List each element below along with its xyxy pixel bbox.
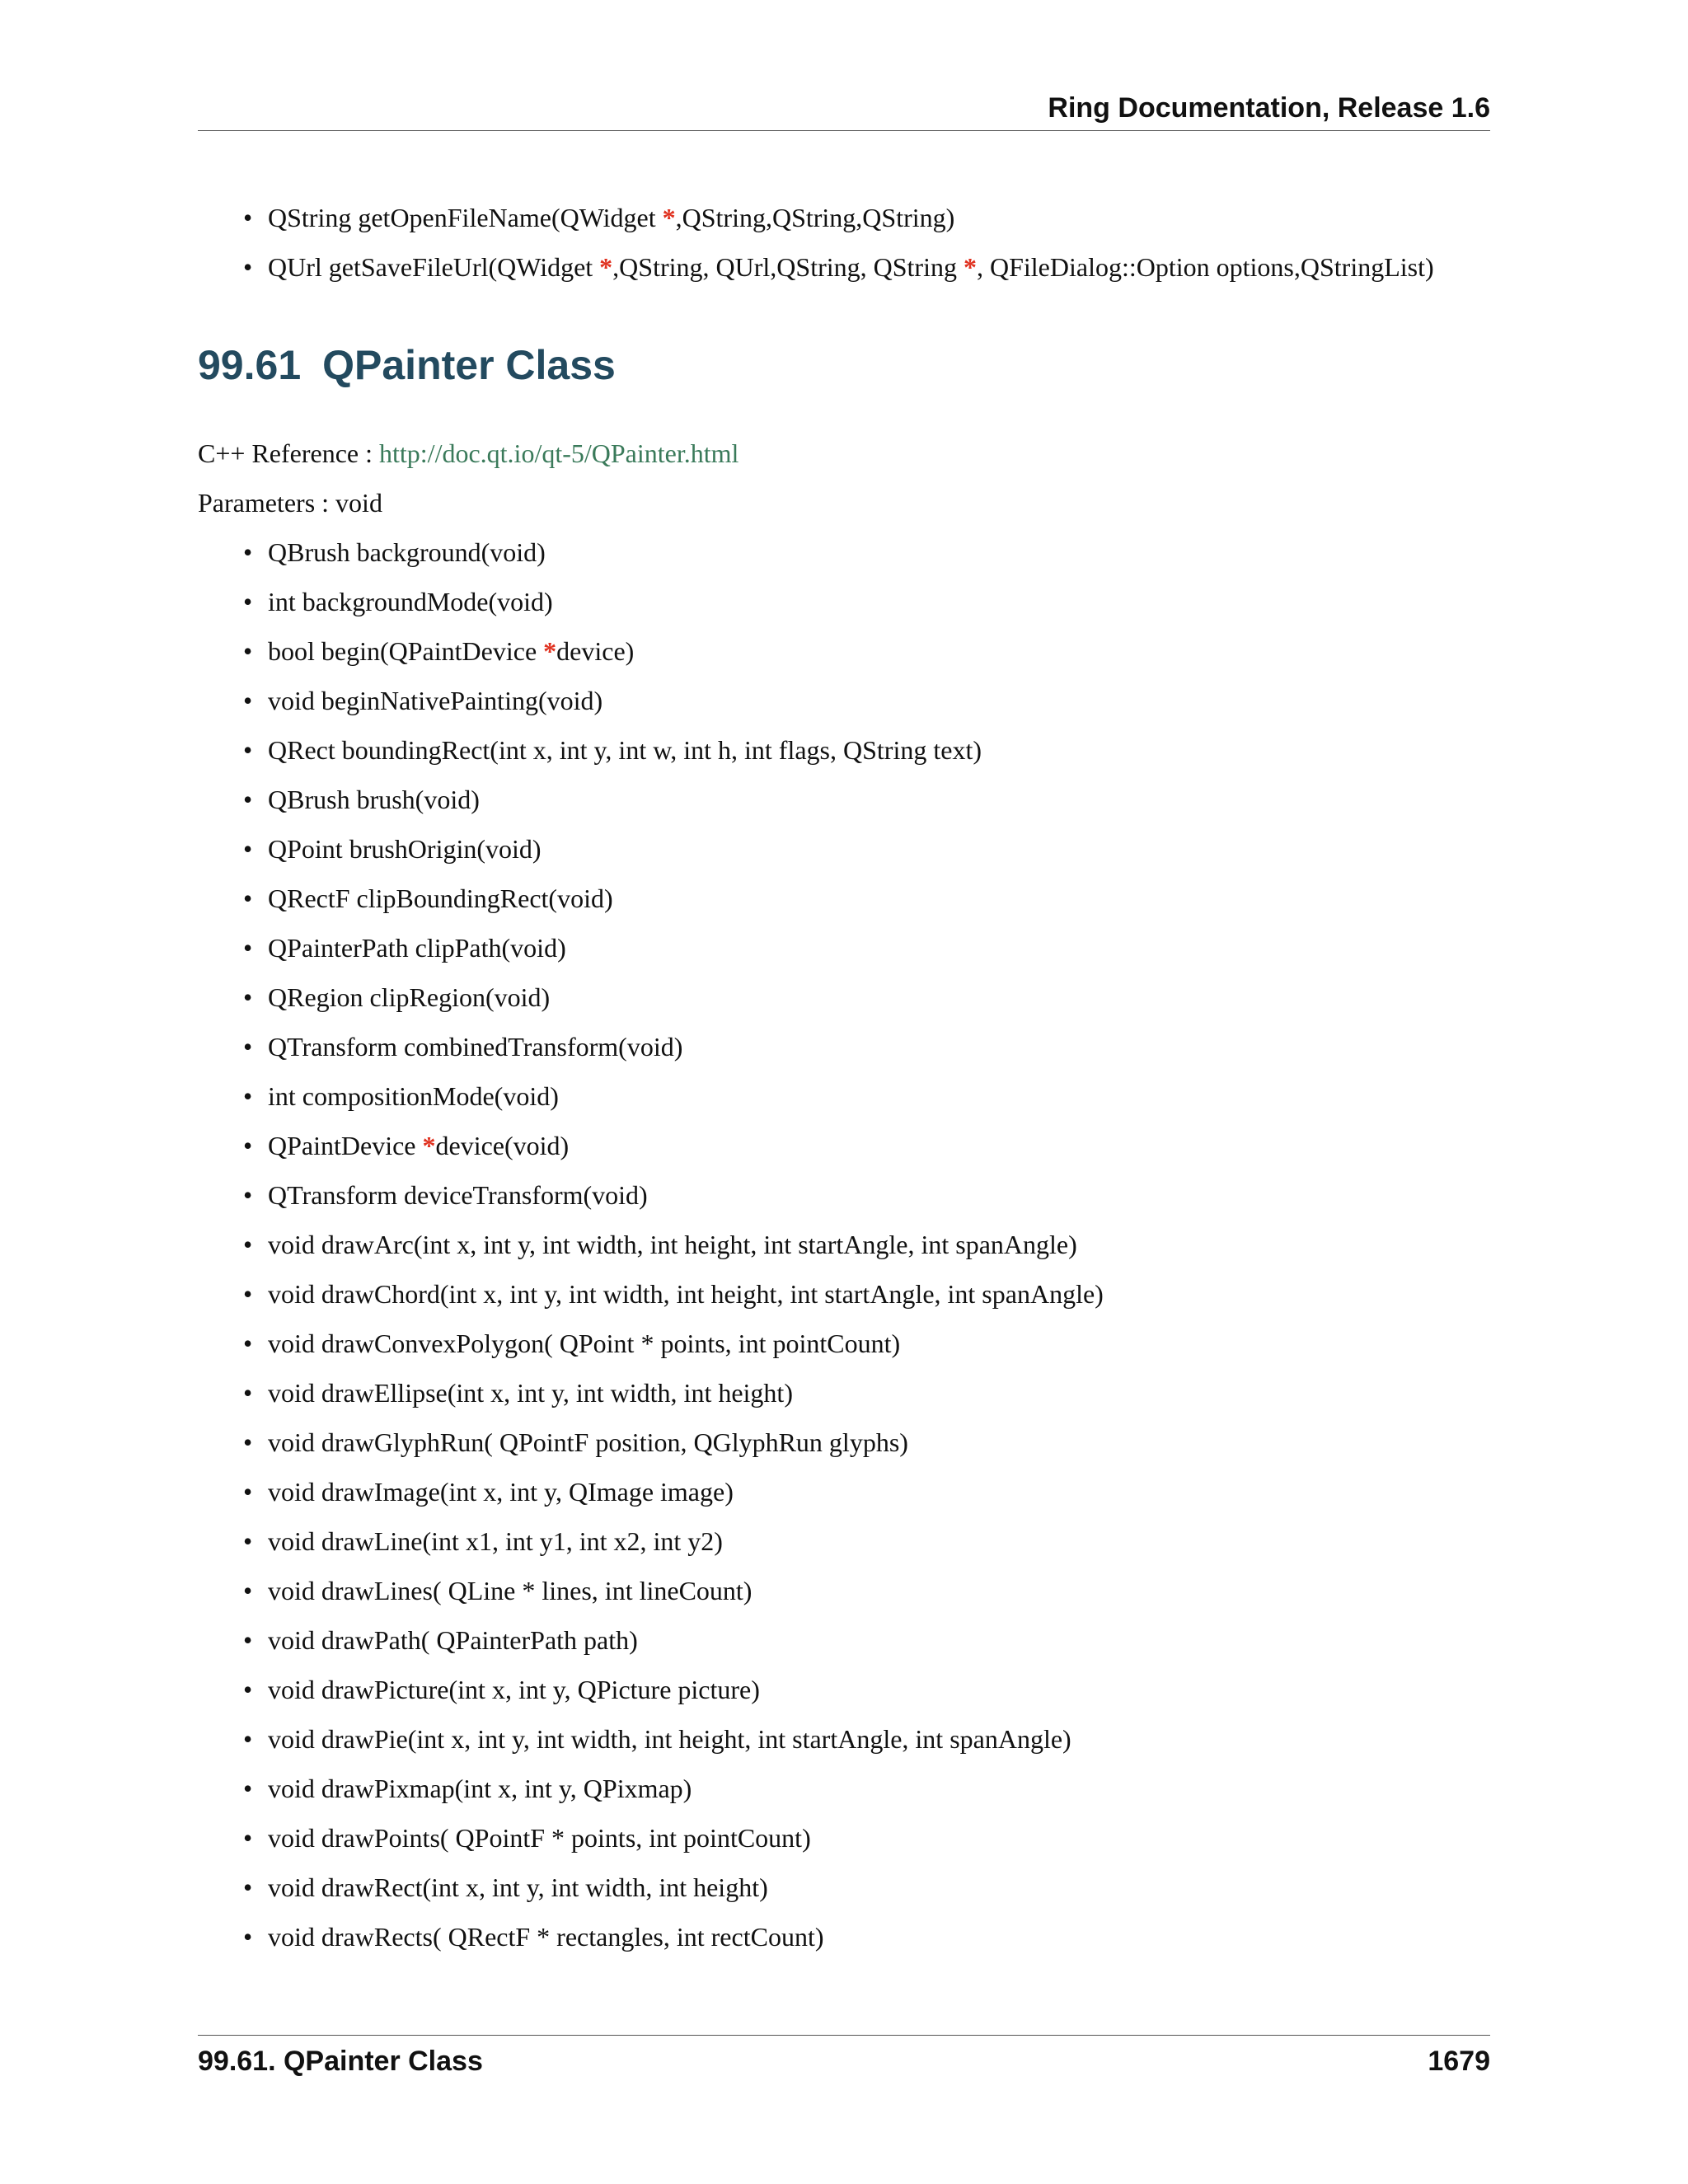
method-item: • bool begin(QPaintDevice *device) (198, 626, 1104, 676)
list-item: • QString getOpenFileName(QWidget *,QString,QString,QString) (198, 193, 1434, 242)
method-item: • void drawImage(int x, int y, QImage image) (198, 1467, 1104, 1516)
list-item: • QUrl getSaveFileUrl(QWidget *,QString, QUrl,QString, QString *, QFileDialog::Option options,QStringList) (198, 242, 1434, 292)
method-item: • void drawPoints( QPointF * points, int pointCount) (198, 1813, 1104, 1863)
footer-rule (198, 2035, 1490, 2036)
bullet-icon: • (243, 203, 253, 232)
method-item: • int backgroundMode(void) (198, 577, 1104, 626)
section-number: 99.61 (198, 342, 302, 388)
bullet-icon: • (243, 1329, 253, 1358)
header-rule (198, 130, 1490, 131)
method-item: • QTransform deviceTransform(void) (198, 1170, 1104, 1220)
bullet-icon: • (243, 252, 253, 282)
bullet-icon: • (243, 1675, 253, 1704)
section-heading (198, 341, 616, 389)
bullet-icon: • (243, 834, 253, 864)
bullet-icon: • (243, 1625, 253, 1655)
method-item: • QRect boundingRect(int x, int y, int w, int h, int flags, QString text) (198, 725, 1104, 775)
method-item: • void drawPicture(int x, int y, QPicture picture) (198, 1665, 1104, 1714)
bullet-icon: • (243, 1032, 253, 1062)
cpp-reference (198, 437, 738, 470)
method-item: • QBrush background(void) (198, 527, 1104, 577)
bullet-icon: • (243, 1180, 253, 1210)
method-item: • void drawPie(int x, int y, int width, int height, int startAngle, int spanAngle) (198, 1714, 1104, 1764)
bullet-icon: • (243, 1477, 253, 1507)
section-title: QPainter Class (322, 342, 616, 388)
bullet-icon: • (243, 982, 253, 1012)
method-list (198, 527, 1104, 1961)
method-item: • QPainterPath clipPath(void) (198, 923, 1104, 972)
bullet-icon: • (243, 1576, 253, 1605)
bullet-icon: • (243, 587, 253, 616)
method-item: • void drawLines( QLine * lines, int lineCount) (198, 1566, 1104, 1615)
header-title: Ring Documentation, Release 1.6 (1048, 92, 1490, 124)
bullet-icon: • (243, 1131, 253, 1160)
bullet-icon: • (243, 1774, 253, 1803)
intro-method-list (198, 193, 1434, 292)
method-item: • void drawGlyphRun( QPointF position, QGlyphRun glyphs) (198, 1418, 1104, 1467)
method-item: • QRectF clipBoundingRect(void) (198, 874, 1104, 923)
method-item: • void drawEllipse(int x, int y, int width, int height) (198, 1368, 1104, 1418)
bullet-icon: • (243, 933, 253, 963)
method-item: • QPoint brushOrigin(void) (198, 824, 1104, 874)
parameters-line: Parameters : void (198, 488, 382, 518)
method-item: • QTransform combinedTransform(void) (198, 1022, 1104, 1071)
method-item: • void beginNativePainting(void) (198, 676, 1104, 725)
method-item: • void drawArc(int x, int y, int width, int height, int startAngle, int spanAngle) (198, 1220, 1104, 1269)
reference-link[interactable]: http://doc.qt.io/qt-5/QPainter.html (379, 438, 739, 468)
bullet-icon: • (243, 1724, 253, 1754)
bullet-icon: • (243, 1081, 253, 1111)
method-item: • QPaintDevice *device(void) (198, 1121, 1104, 1170)
bullet-icon: • (243, 1922, 253, 1952)
bullet-icon: • (243, 1427, 253, 1457)
method-item: • int compositionMode(void) (198, 1071, 1104, 1121)
bullet-icon: • (243, 1378, 253, 1408)
bullet-icon: • (243, 1872, 253, 1902)
bullet-icon: • (243, 1526, 253, 1556)
bullet-icon: • (243, 883, 253, 913)
method-item: • QBrush brush(void) (198, 775, 1104, 824)
bullet-icon: • (243, 735, 253, 765)
method-item: • void drawPixmap(int x, int y, QPixmap) (198, 1764, 1104, 1813)
bullet-icon: • (243, 1279, 253, 1309)
bullet-icon: • (243, 785, 253, 814)
method-item: • void drawChord(int x, int y, int width, int height, int startAngle, int spanAngle) (198, 1269, 1104, 1319)
method-item: • void drawRect(int x, int y, int width, int height) (198, 1863, 1104, 1912)
document-page (198, 0, 1490, 2184)
reference-label: C++ Reference : (198, 438, 379, 468)
method-item: • void drawRects( QRectF * rectangles, int rectCount) (198, 1912, 1104, 1961)
method-item: • void drawConvexPolygon( QPoint * points, int pointCount) (198, 1319, 1104, 1368)
method-item: • void drawLine(int x1, int y1, int x2, int y2) (198, 1516, 1104, 1566)
page-number: 1679 (1428, 2046, 1490, 2077)
bullet-icon: • (243, 686, 253, 715)
bullet-icon: • (243, 636, 253, 666)
method-item: • void drawPath( QPainterPath path) (198, 1615, 1104, 1665)
bullet-icon: • (243, 1823, 253, 1853)
bullet-icon: • (243, 1230, 253, 1259)
bullet-icon: • (243, 537, 253, 567)
footer-section: 99.61. QPainter Class (198, 2046, 483, 2077)
method-item: • QRegion clipRegion(void) (198, 972, 1104, 1022)
